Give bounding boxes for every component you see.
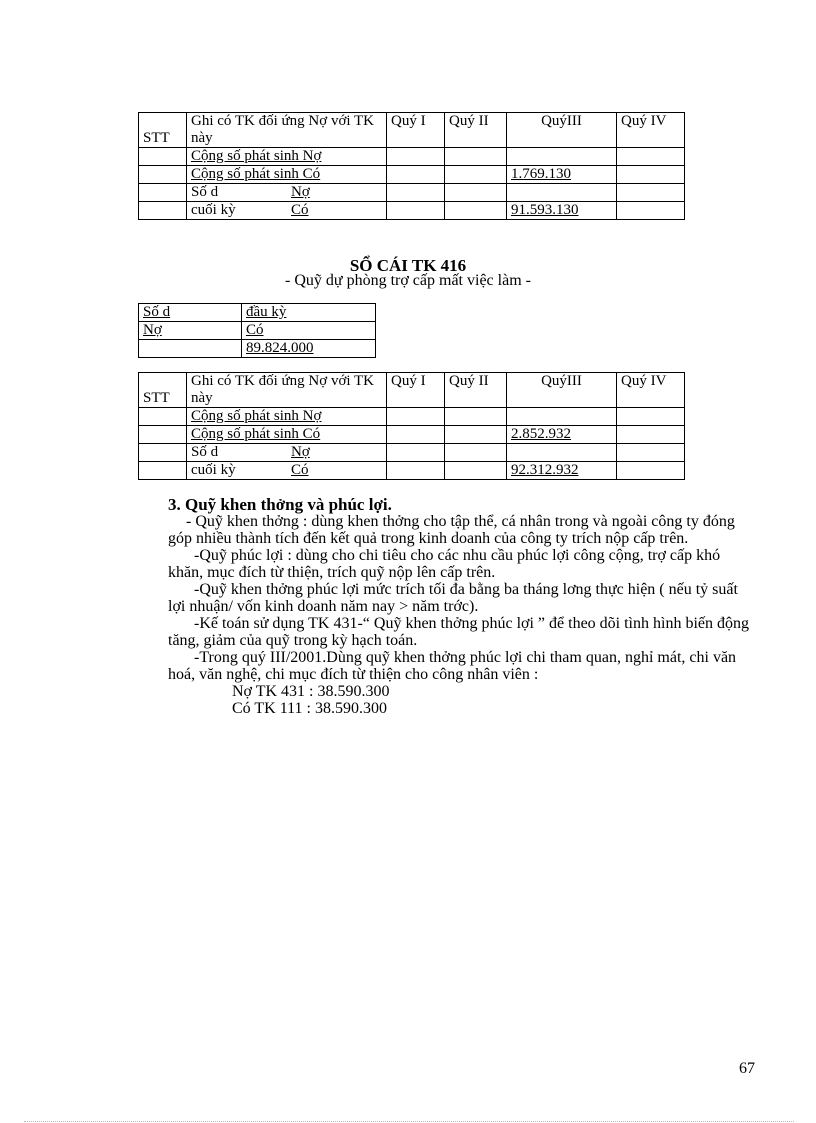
section-3 (168, 496, 758, 717)
table-header-row (139, 113, 685, 148)
table-row (139, 408, 685, 426)
ledger-subtitle: - Quỹ dự phòng trợ cấp mất việc làm - (285, 272, 531, 289)
row-side: Có (291, 202, 309, 218)
row-q3-value (507, 444, 617, 462)
row-side: Có (291, 462, 309, 478)
row-q3-value: 91.593.130 (507, 202, 617, 220)
row-label: Cộng số phát sinh Có (187, 426, 387, 444)
table-row (139, 426, 685, 444)
opening-debit-label: Nợ (139, 322, 242, 340)
table-row (139, 148, 685, 166)
table-row (139, 444, 685, 462)
col-q3: QuýIII (507, 373, 617, 408)
row-label: cuối kỳ Có (187, 202, 387, 220)
paragraph: -Quỹ khen thởng phúc lợi mức trích tối đa bằng ba tháng lơng thực hiện ( nếu tỷ suất lợi nhuận/ vốn kinh doanh năm nay > năm trớc). (168, 581, 738, 615)
table-row (139, 166, 685, 184)
col-q2: Quý II (445, 373, 507, 408)
row-q3-value: 2.852.932 (507, 426, 617, 444)
col-q1: Quý I (387, 373, 445, 408)
row-label: Cộng số phát sinh Có (187, 166, 387, 184)
paragraph: -Trong quý III/2001.Dùng quỹ khen thởng phúc lợi chi tham quan, nghỉ mát, chi văn hoá, văn nghệ, chi mục đích từ thiện cho công nhân viên : (168, 649, 737, 683)
paragraph: - Quỹ khen thởng : dùng khen thởng cho tập thể, cá nhân trong và ngoài công ty đóng góp nhiều thành tích đến kết quả trong kinh doanh của công ty trích nộp cấp trên. (168, 513, 735, 547)
table-row (139, 322, 376, 340)
ledger-table-2 (138, 372, 685, 480)
table-row (139, 184, 685, 202)
paragraph: -Quỹ phúc lợi : dùng cho chi tiêu cho các nhu cầu phúc lợi công cộng, trợ cấp khó khăn, mục đích từ thiện, trích quỹ nộp lên cấp trên. (168, 547, 721, 581)
table-row (139, 304, 376, 322)
row-label: Số d Nợ (187, 184, 387, 202)
table-row (139, 340, 376, 358)
opening-label-a: Số d (139, 304, 242, 322)
table-header-row (139, 373, 685, 408)
row-label: cuối kỳ Có (187, 462, 387, 480)
col-q1: Quý I (387, 113, 445, 148)
table-row (139, 462, 685, 480)
col-q4: Quý IV (617, 373, 685, 408)
section-heading: 3. Quỹ khen thởng và phúc lợi. (168, 495, 392, 514)
row-q3-value: 1.769.130 (507, 166, 617, 184)
page-number: 67 (739, 1060, 755, 1077)
row-side: Nợ (291, 444, 310, 460)
footer-divider (24, 1121, 794, 1122)
table-row (139, 202, 685, 220)
row-q3-value (507, 148, 617, 166)
row-label: Cộng số phát sinh Nợ (187, 408, 387, 426)
col-stt: STT (139, 113, 187, 148)
row-q3-value (507, 408, 617, 426)
journal-entry-credit: Có TK 111 : 38.590.300 (232, 700, 387, 717)
opening-credit-label: Có (242, 322, 376, 340)
col-q4: Quý IV (617, 113, 685, 148)
opening-balance-table (138, 303, 376, 358)
row-q3-value: 92.312.932 (507, 462, 617, 480)
paragraph: -Kế toán sử dụng TK 431-“ Quỹ khen thởng phúc lợi ” để theo dõi tình hình biến động tăng, giảm của quỹ trong kỳ hạch toán. (168, 615, 749, 649)
col-description: Ghi có TK đối ứng Nợ với TK này (187, 373, 387, 408)
ledger-table-1 (138, 112, 685, 220)
col-description: Ghi có TK đối ứng Nợ với TK này (187, 113, 387, 148)
journal-entry-debit: Nợ TK 431 : 38.590.300 (232, 683, 390, 700)
col-stt: STT (139, 373, 187, 408)
ledger-title: SỔ CÁI TK 416 (349, 256, 467, 275)
col-q3: QuýIII (507, 113, 617, 148)
opening-amount: 89.824.000 (242, 340, 376, 358)
col-q2: Quý II (445, 113, 507, 148)
row-label: Cộng số phát sinh Nợ (187, 148, 387, 166)
row-label: Số d Nợ (187, 444, 387, 462)
row-side: Nợ (291, 184, 310, 200)
opening-label-b: đầu kỳ (242, 304, 376, 322)
row-q3-value (507, 184, 617, 202)
